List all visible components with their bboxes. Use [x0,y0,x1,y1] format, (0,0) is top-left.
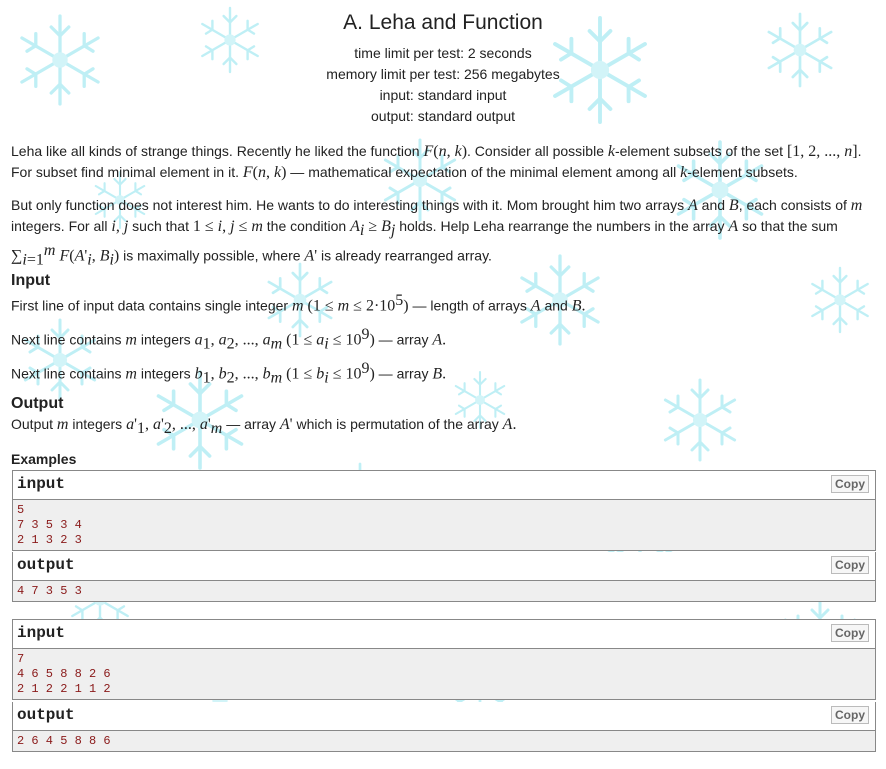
example-2-output-text: 2 6 4 5 8 8 6 [13,731,875,751]
example-1-input-text: 5 7 3 5 3 4 2 1 3 2 3 [13,500,875,550]
input-source: input: standard input [379,87,507,103]
input-line-1: First line of input data contains single integer m $(1 \le m \le 2\cdot 10^5)$ — length of arrays A and B. [11,292,586,315]
copy-button[interactable]: Copy [831,475,869,493]
examples-heading: Examples [11,451,77,467]
example-2-input [12,619,876,700]
example-1-output [12,552,876,602]
example-2-output [12,702,876,752]
copy-button[interactable]: Copy [831,624,869,642]
output-line-1: Output m integers $a'_1$, $a'_2$, ..., $a'_m$ — array A' which is permutation of the array A. [11,416,517,437]
time-limit: time limit per test: 2 seconds [354,45,532,61]
input-line-3: Next line contains m integers $b_1$, $b_2$, ..., $b_m$ $(1 \le b_i \le 10^9)$ — array B. [11,360,447,387]
example-1-input-label: input [17,475,66,493]
memory-limit: memory limit per test: 256 megabytes [326,66,560,82]
example-1-output-label: output [17,556,75,574]
input-heading: Input [11,272,51,289]
example-1-input [12,470,876,551]
output-heading: Output [11,395,64,412]
output-source: output: standard output [371,108,515,124]
input-line-2: Next line contains m integers $a_1$, $a_2$, ..., $a_m$ $(1 \le a_i \le 10^9)$ — array A. [11,326,447,353]
example-1-output-text: 4 7 3 5 3 [13,581,875,601]
statement-paragraph-1: Leha like all kinds of strange things. Recently he liked the function F(n, k). Consider all possible k-element subsets of the set [1, 2, ..., n]. For subset find minimal element in it. F(n, k) — mathematical expectation of the minimal element among all k-element subsets. [11,143,862,181]
problem-title: A. Leha and Function [343,11,543,34]
copy-button[interactable]: Copy [831,706,869,724]
copy-button[interactable]: Copy [831,556,869,574]
example-2-output-label: output [17,706,75,724]
example-2-input-text: 7 4 6 5 8 8 2 6 2 1 2 2 1 1 2 [13,649,875,699]
statement-paragraph-2: But only function does not interest him. He wants to do interesting things with it. Mom brought him two arrays A and B, each consists of m integers. For all i, j such that 1 ≤ i, j ≤ m the condition $A_i \ge B_j$ holds. Help Leha rearrange the numbers in the array A so that the sum $\sum_{i=1}^m$ $F(A'_i$, $B_i$) is maximally possible, where A' is already rearranged array. [11,197,863,269]
example-2-input-label: input [17,624,66,642]
